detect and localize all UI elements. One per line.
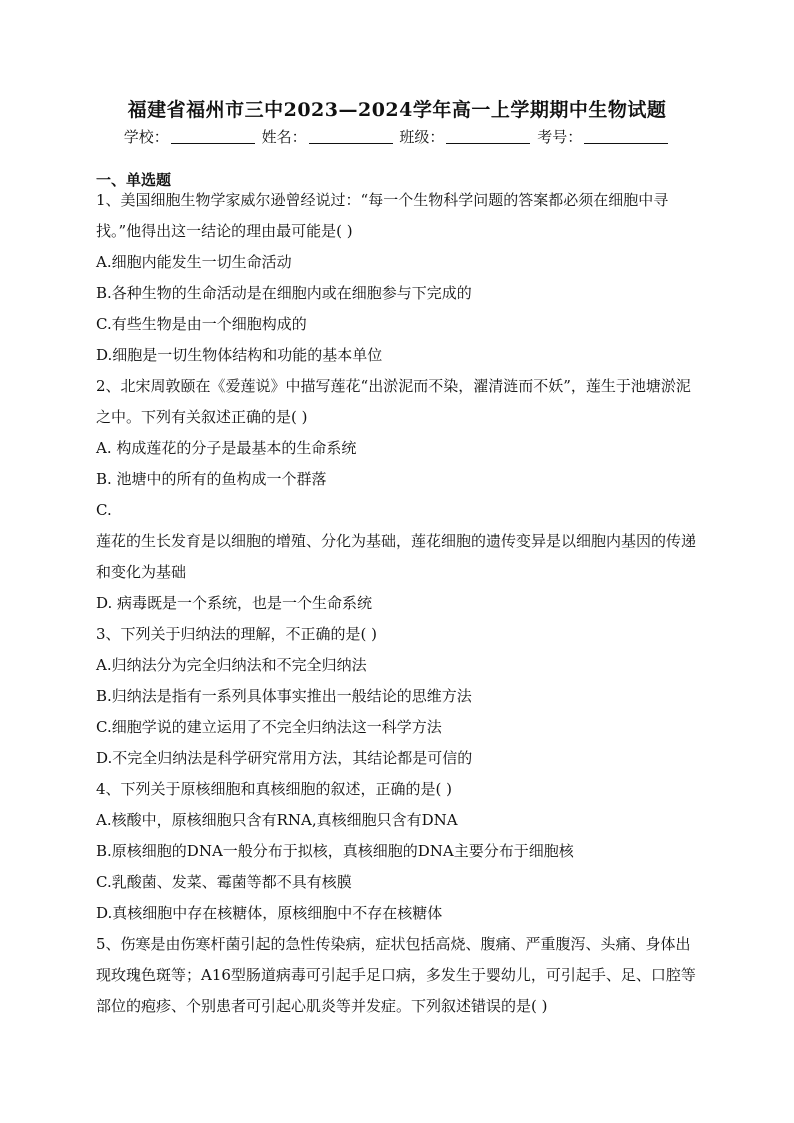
option-c-text: 莲花的生长发育是以细胞的增殖、分化为基础，莲花细胞的遗传变异是以细胞内基因的传递和变化为基础 bbox=[96, 532, 697, 581]
option-a: A.核酸中，原核细胞只含有RNA,真核细胞只含有DNA bbox=[96, 811, 458, 829]
question-stem: 1、美国细胞生物学家威尔逊曾经说过：“每一个生物科学问题的答案都必须在细胞中寻找。”他得出这一结论的理由最可能是( ) bbox=[96, 191, 669, 240]
page-title: 福建省福州市三中2023—2024学年高一上学期期中生物试题 bbox=[127, 99, 667, 121]
class-label: 班级： bbox=[399, 128, 445, 146]
option-b: B.各种生物的生命活动是在细胞内或在细胞参与下完成的 bbox=[96, 284, 472, 302]
option-b: B. 池塘中的所有的鱼构成一个群落 bbox=[96, 470, 327, 488]
option-d: D.真核细胞中存在核糖体，原核细胞中不存在核糖体 bbox=[96, 904, 443, 922]
option-c: C.乳酸菌、发菜、霉菌等都不具有核膜 bbox=[96, 873, 352, 891]
option-c: C.细胞学说的建立运用了不完全归纳法这一科学方法 bbox=[96, 718, 442, 736]
option-c: C. bbox=[96, 501, 112, 519]
option-d: D. 病毒既是一个系统，也是一个生命系统 bbox=[96, 594, 373, 612]
id-label: 考号： bbox=[537, 128, 583, 146]
section-heading: 一、单选题 bbox=[96, 171, 172, 189]
option-a: A.归纳法分为完全归纳法和不完全归纳法 bbox=[96, 656, 367, 674]
question-4 bbox=[96, 774, 701, 929]
question-stem: 4、下列关于原核细胞和真核细胞的叙述，正确的是( ) bbox=[96, 780, 453, 798]
id-blank[interactable] bbox=[584, 129, 668, 144]
question-3 bbox=[96, 619, 701, 774]
school-label: 学校： bbox=[123, 128, 169, 146]
name-label: 姓名： bbox=[261, 128, 307, 146]
option-b: B.原核细胞的DNA一般分布于拟核，真核细胞的DNA主要分布于细胞核 bbox=[96, 842, 574, 860]
option-c: C.有些生物是由一个细胞构成的 bbox=[96, 315, 307, 333]
student-info-line bbox=[0, 126, 794, 147]
questions-list bbox=[96, 185, 701, 1022]
option-a: A.细胞内能发生一切生命活动 bbox=[96, 253, 292, 271]
option-d: D.细胞是一切生物体结构和功能的基本单位 bbox=[96, 346, 383, 364]
option-b: B.归纳法是指有一系列具体事实推出一般结论的思维方法 bbox=[96, 687, 472, 705]
question-stem: 5、伤寒是由伤寒杆菌引起的急性传染病，症状包括高烧、腹痛、严重腹泻、头痛、身体出现玫瑰色斑等；A16型肠道病毒可引起手足口病，多发生于婴幼儿，可引起手、足、口腔等部位的疱疹、个别患者可引起心肌炎等并发症。下列叙述错误的是( ) bbox=[96, 935, 696, 1015]
question-5 bbox=[96, 929, 701, 1022]
option-a: A. 构成莲花的分子是最基本的生命系统 bbox=[96, 439, 357, 457]
school-blank[interactable] bbox=[171, 129, 255, 144]
name-blank[interactable] bbox=[309, 129, 393, 144]
question-stem: 3、下列关于归纳法的理解，不正确的是( ) bbox=[96, 625, 378, 643]
question-1 bbox=[96, 185, 701, 371]
option-d: D.不完全归纳法是科学研究常用方法，其结论都是可信的 bbox=[96, 749, 473, 767]
question-2 bbox=[96, 371, 701, 619]
class-blank[interactable] bbox=[446, 129, 530, 144]
question-stem: 2、北宋周敦颐在《爱莲说》中描写莲花“出淤泥而不染，濯清涟而不妖”，莲生于池塘淤泥之中。下列有关叙述正确的是( ) bbox=[96, 377, 691, 426]
